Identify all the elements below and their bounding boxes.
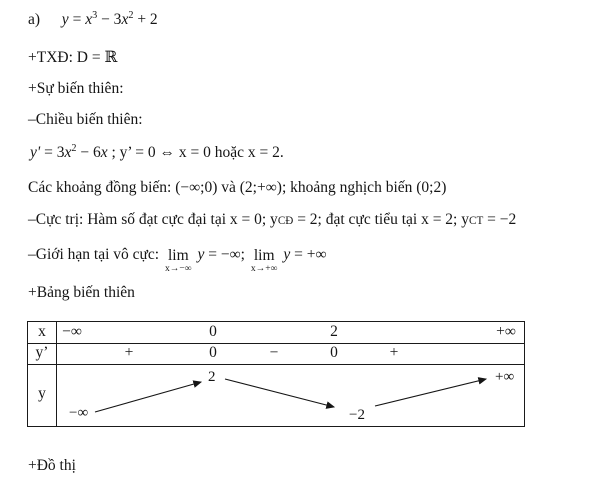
variation-heading: +Sự biến thiên: [28, 80, 124, 97]
function-formula: $y = x^3 - 3x^2 + 2$ [61, 9, 158, 28]
x-value-pos-inf: +∞ [496, 323, 516, 340]
limit-eq-2: = +∞ [290, 246, 327, 263]
x-value-0: 0 [209, 323, 217, 340]
row-label-yprime: y’ [35, 344, 49, 361]
row-label-x: x [38, 323, 46, 340]
bbt-heading: +Bảng biến thiên [28, 284, 135, 301]
direction-heading: –Chiều biến thiên: [28, 111, 143, 128]
item-label: a) [28, 11, 41, 28]
increase-arrow-2 [375, 379, 486, 406]
increase-arrow-1 [95, 382, 201, 412]
x-value-neg-inf: −∞ [62, 323, 82, 340]
limit-positive-infinity: lim x→+∞ [250, 247, 278, 275]
y-variation-diagram [57, 365, 525, 427]
limits-line [28, 246, 327, 274]
variation-table [27, 321, 525, 427]
derivative-line: $y' = 3x^2 - 6x$ ; y’ = 0 ⇔ x = 0 hoặc x = 2. [30, 142, 284, 161]
decrease-arrow [225, 379, 334, 407]
intervals-line: Các khoảng đồng biến: (−∞;0) và (2;+∞); khoảng nghịch biến (0;2) [28, 179, 447, 196]
limit-var-1: y [197, 246, 205, 263]
limits-prefix: –Giới hạn tại vô cực: [28, 246, 163, 263]
x-value-2: 2 [330, 323, 338, 340]
graph-heading: +Đồ thị [28, 457, 76, 474]
problem-line [28, 11, 158, 29]
row-label-y: y [38, 385, 46, 402]
yprime-sign-plus-1: + [124, 344, 134, 361]
domain-line: +TXĐ: D = ℝ [28, 49, 118, 66]
yprime-sign-minus: − [269, 344, 279, 361]
yprime-zero-1: 0 [209, 344, 217, 361]
limit-negative-infinity: lim x→−∞ [164, 247, 192, 275]
yprime-sign-plus-2: + [389, 344, 399, 361]
limit-var-2: y [283, 246, 291, 263]
limit-eq-1: = −∞; [204, 246, 249, 263]
extrema-line: –Cực trị: Hàm số đạt cực đại tại x = 0; yCĐ = 2; đạt cực tiểu tại x = 2; yCT = −2 [28, 211, 517, 228]
y-limit-neg-inf: −∞ [69, 405, 89, 421]
y-limit-pos-inf: +∞ [495, 369, 515, 385]
yprime-zero-2: 0 [330, 344, 338, 361]
y-max-value: 2 [208, 369, 216, 385]
y-min-value: −2 [349, 407, 365, 423]
